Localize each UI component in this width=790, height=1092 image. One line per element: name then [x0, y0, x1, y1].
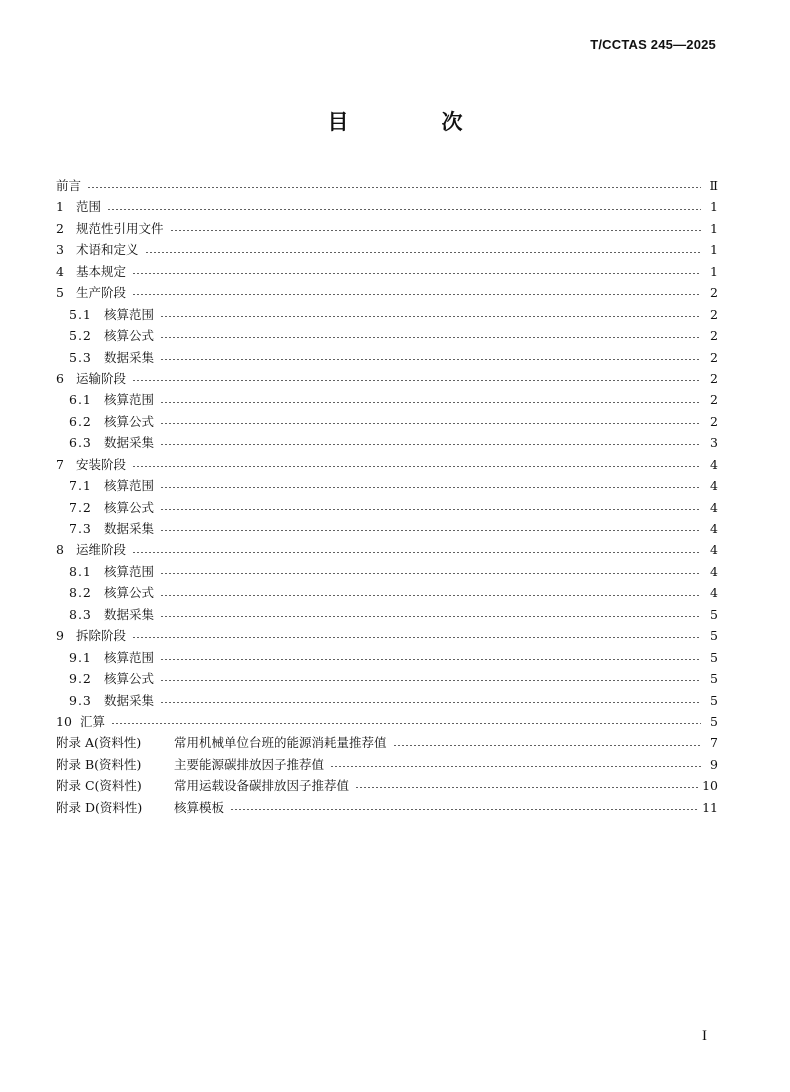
toc-entry-label: 数据采集 [104, 606, 155, 622]
toc-entry-label: 核算范围 [104, 563, 155, 579]
dot-leader [132, 637, 701, 638]
toc-entry-page: 2 [710, 392, 718, 408]
toc-entry-label: 汇算 [80, 713, 106, 729]
toc-entry[interactable] [56, 497, 718, 518]
toc-entry-page: 11 [702, 799, 718, 815]
toc-entry-number: 9 [56, 628, 64, 644]
toc-entry-label: 运输阶段 [76, 370, 127, 386]
toc-entry[interactable] [56, 175, 718, 196]
toc-entry-page: 1 [710, 242, 718, 258]
dot-leader [111, 723, 701, 724]
toc-entry[interactable] [56, 261, 718, 282]
dot-leader [160, 702, 701, 703]
toc-entry[interactable] [56, 625, 718, 646]
toc-entry-page: 5 [710, 713, 718, 729]
dot-leader [160, 487, 701, 488]
toc-entry-label: 基本规定 [76, 263, 127, 279]
toc-entry[interactable] [56, 561, 718, 582]
toc-entry-label: 核算模板 [174, 799, 225, 815]
toc-entry[interactable] [56, 754, 718, 775]
toc-entry-page: 4 [710, 563, 718, 579]
toc-entry-label: 数据采集 [104, 435, 155, 451]
toc-entry-label: 核算公式 [104, 413, 155, 429]
toc-entry-label: 常用机械单位台班的能源消耗量推荐值 [174, 735, 387, 751]
dot-leader [170, 230, 701, 231]
toc-entry-number: 7.1 [69, 478, 92, 494]
toc-entry[interactable] [56, 797, 718, 818]
toc-entry[interactable] [56, 475, 718, 496]
page-number: I [702, 1028, 707, 1044]
toc-title: 目 次 [327, 110, 499, 134]
toc-entry-number: 8.1 [69, 563, 92, 579]
toc-entry-label: 数据采集 [104, 521, 155, 536]
dot-leader [160, 573, 701, 574]
toc-entry-number: 9.2 [69, 671, 92, 687]
toc-entry[interactable] [56, 282, 718, 303]
toc-entry[interactable] [56, 454, 718, 475]
toc-entry-number: 5 [56, 285, 64, 301]
dot-leader [132, 273, 701, 274]
toc-entry-number: 7.2 [69, 499, 92, 515]
toc-entry-label: 规范性引用文件 [76, 220, 164, 236]
toc-entry-label: 拆除阶段 [76, 628, 127, 644]
toc-entry-page: 4 [710, 521, 718, 536]
toc-entry-number: 7 [56, 456, 64, 472]
dot-leader [393, 745, 701, 746]
dot-leader [132, 294, 701, 295]
toc-entry-number: 6 [56, 370, 64, 386]
toc-entry-number: 4 [56, 263, 64, 279]
toc-entry-page: 2 [710, 285, 718, 301]
toc-entry-number: 10 [56, 713, 72, 729]
toc-entry-number: 6.3 [69, 435, 92, 451]
toc-entry-page: 3 [710, 435, 718, 451]
toc-entry[interactable] [56, 604, 718, 625]
table-of-contents [56, 175, 718, 818]
toc-entry[interactable] [56, 647, 718, 668]
toc-entry-label: 主要能源碳排放因子推荐值 [174, 756, 325, 772]
toc-entry-label: 常用运载设备碳排放因子推荐值 [174, 778, 350, 794]
toc-entry-number: 8 [56, 542, 64, 558]
toc-entry-page: 2 [710, 349, 718, 365]
toc-entry[interactable] [56, 368, 718, 389]
dot-leader [160, 616, 701, 617]
dot-leader [160, 509, 701, 510]
toc-entry-page: 2 [710, 370, 718, 386]
toc-entry[interactable] [56, 690, 718, 711]
toc-entry-page: 4 [710, 542, 718, 558]
toc-entry-label: 数据采集 [104, 349, 155, 365]
toc-entry[interactable] [56, 325, 718, 346]
toc-entry-number: 8.2 [69, 585, 92, 601]
toc-entry[interactable] [56, 432, 718, 453]
toc-entry[interactable] [56, 732, 718, 753]
dot-leader [160, 359, 701, 360]
toc-entry[interactable] [56, 239, 718, 260]
dot-leader [132, 466, 701, 467]
dot-leader [230, 809, 699, 810]
toc-entry[interactable] [56, 389, 718, 410]
toc-entry[interactable] [56, 539, 718, 560]
toc-entry[interactable] [56, 196, 718, 217]
toc-entry-number: 1 [56, 199, 64, 215]
toc-entry-number: 7.3 [69, 521, 92, 536]
toc-entry-number: 2 [56, 220, 64, 236]
toc-entry[interactable] [56, 775, 718, 796]
toc-entry-page: 2 [710, 328, 718, 344]
dot-leader [160, 316, 701, 317]
toc-entry-page: 5 [710, 671, 718, 687]
toc-entry-number: 附录 A(资料性) [56, 735, 142, 751]
dot-leader [160, 444, 701, 445]
dot-leader [160, 680, 701, 681]
dot-leader [87, 187, 701, 188]
standard-number: T/CCTAS 245—2025 [590, 37, 716, 52]
dot-leader [160, 530, 701, 531]
toc-entry-page: Ⅱ [709, 178, 718, 193]
toc-entry-label: 核算范围 [104, 392, 155, 408]
dot-leader [355, 787, 699, 788]
toc-entry-number: 附录 D(资料性) [56, 799, 143, 815]
toc-entry-number: 3 [56, 242, 64, 258]
toc-entry-label: 核算范围 [104, 649, 155, 665]
toc-entry-page: 1 [710, 220, 718, 236]
toc-entry-page: 5 [710, 692, 718, 708]
toc-entry-page: 4 [710, 478, 718, 494]
toc-entry-page: 9 [710, 756, 718, 772]
toc-entry-page: 4 [710, 499, 718, 515]
toc-entry-page: 7 [710, 735, 718, 751]
toc-entry-label: 核算范围 [104, 306, 155, 322]
toc-entry-page: 5 [710, 649, 718, 665]
toc-entry-label: 核算公式 [104, 671, 155, 687]
toc-entry-page: 4 [710, 456, 718, 472]
toc-entry[interactable] [56, 218, 718, 239]
toc-entry-page: 1 [710, 263, 718, 279]
dot-leader [145, 252, 701, 253]
toc-entry-label: 数据采集 [104, 692, 155, 708]
toc-entry-number: 9.3 [69, 692, 92, 708]
toc-entry[interactable] [56, 347, 718, 368]
toc-entry-label: 前言 [56, 178, 82, 193]
dot-leader [160, 595, 701, 596]
toc-entry-page: 1 [710, 199, 718, 215]
toc-entry-label: 术语和定义 [76, 242, 139, 258]
toc-entry-number: 附录 B(资料性) [56, 756, 142, 772]
toc-entry-label: 核算公式 [104, 328, 155, 344]
toc-entry-number: 8.3 [69, 606, 92, 622]
toc-entry-number: 9.1 [69, 649, 92, 665]
toc-entry[interactable] [56, 668, 718, 689]
toc-entry-page: 2 [710, 306, 718, 322]
toc-entry-label: 核算公式 [104, 499, 155, 515]
toc-entry-label: 生产阶段 [76, 285, 127, 301]
dot-leader [160, 337, 701, 338]
toc-entry-page: 10 [702, 778, 718, 794]
toc-entry-page: 5 [710, 606, 718, 622]
toc-entry-page: 4 [710, 585, 718, 601]
toc-entry-number: 附录 C(资料性) [56, 778, 142, 794]
toc-entry-label: 运维阶段 [76, 542, 127, 558]
toc-entry-number: 5.2 [69, 328, 92, 344]
toc-entry[interactable] [56, 411, 718, 432]
toc-entry-number: 5.1 [69, 306, 92, 322]
toc-entry-page: 2 [710, 413, 718, 429]
toc-entry-number: 5.3 [69, 349, 92, 365]
toc-entry[interactable] [56, 518, 718, 539]
dot-leader [160, 402, 701, 403]
toc-entry-label: 核算范围 [104, 478, 155, 494]
dot-leader [132, 380, 701, 381]
dot-leader [160, 423, 701, 424]
toc-entry[interactable] [56, 582, 718, 603]
dot-leader [160, 659, 701, 660]
dot-leader [330, 766, 701, 767]
toc-entry[interactable] [56, 711, 718, 732]
toc-entry-number: 6.2 [69, 413, 92, 429]
dot-leader [107, 209, 701, 210]
toc-entry[interactable] [56, 304, 718, 325]
toc-entry-number: 6.1 [69, 392, 92, 408]
toc-entry-label: 核算公式 [104, 585, 155, 601]
toc-entry-page: 5 [710, 628, 718, 644]
toc-entry-label: 范围 [76, 199, 102, 215]
toc-entry-label: 安装阶段 [76, 456, 127, 472]
dot-leader [132, 552, 701, 553]
